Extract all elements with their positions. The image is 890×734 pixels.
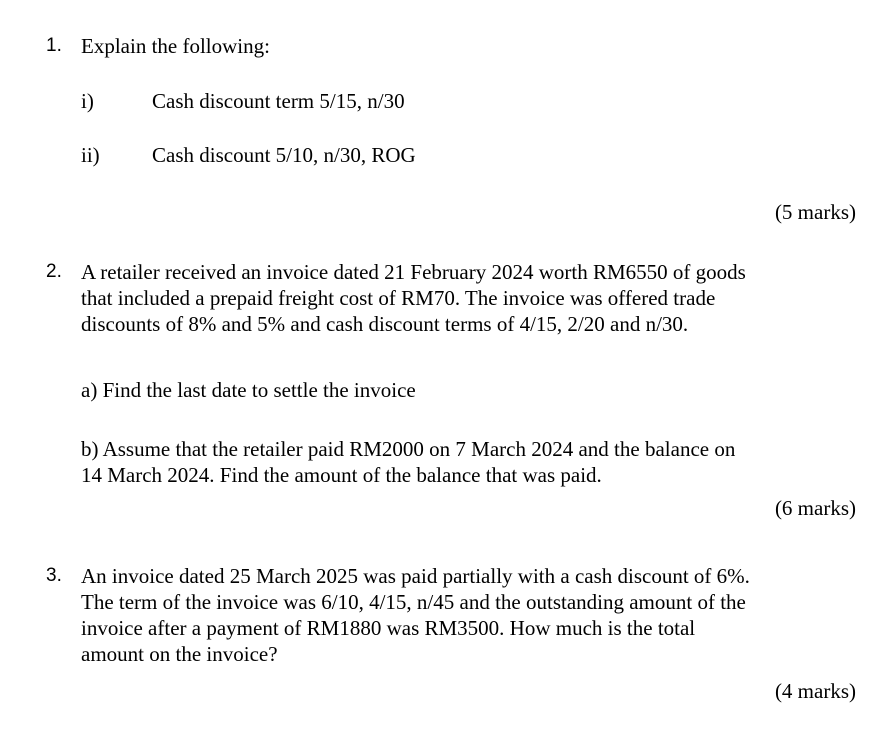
question-1-text: Explain the following:: [81, 34, 270, 58]
question-1-item-ii-text: Cash discount 5/10, n/30, ROG: [152, 143, 416, 167]
question-1-item-i-label: i): [81, 89, 94, 113]
question-2-line: that included a prepaid freight cost of RM70. The invoice was offered trade: [81, 286, 716, 310]
question-2-part-b: [81, 436, 871, 488]
question-2-marks: (6 marks): [774, 496, 856, 520]
question-2-line: discounts of 8% and 5% and cash discount terms of 4/15, 2/20 and n/30.: [81, 312, 689, 336]
question-3-text: [81, 563, 871, 667]
question-2-number: 2.: [46, 261, 62, 282]
question-2-part-b-line: 14 March 2024. Find the amount of the balance that was paid.: [81, 463, 602, 487]
question-3-number: 3.: [46, 565, 62, 586]
question-3-line: amount on the invoice?: [81, 642, 278, 666]
question-1-marks: (5 marks): [774, 200, 856, 224]
question-2-part-a: a) Find the last date to settle the invoice: [81, 378, 416, 402]
question-3-line: invoice after a payment of RM1880 was RM3500. How much is the total: [81, 616, 696, 640]
question-1-item-i-text: Cash discount term 5/15, n/30: [152, 89, 405, 113]
question-2-line: A retailer received an invoice dated 21 February 2024 worth RM6550 of goods: [81, 260, 746, 284]
question-1-item-ii-label: ii): [81, 143, 100, 167]
question-3-marks: (4 marks): [774, 679, 856, 703]
question-2-text: [81, 259, 871, 337]
question-3-line: An invoice dated 25 March 2025 was paid partially with a cash discount of 6%.: [81, 564, 750, 588]
question-3-line: The term of the invoice was 6/10, 4/15, n/45 and the outstanding amount of the: [81, 590, 746, 614]
question-2-part-b-line: b) Assume that the retailer paid RM2000 on 7 March 2024 and the balance on: [81, 437, 736, 461]
question-1-number: 1.: [46, 35, 62, 56]
